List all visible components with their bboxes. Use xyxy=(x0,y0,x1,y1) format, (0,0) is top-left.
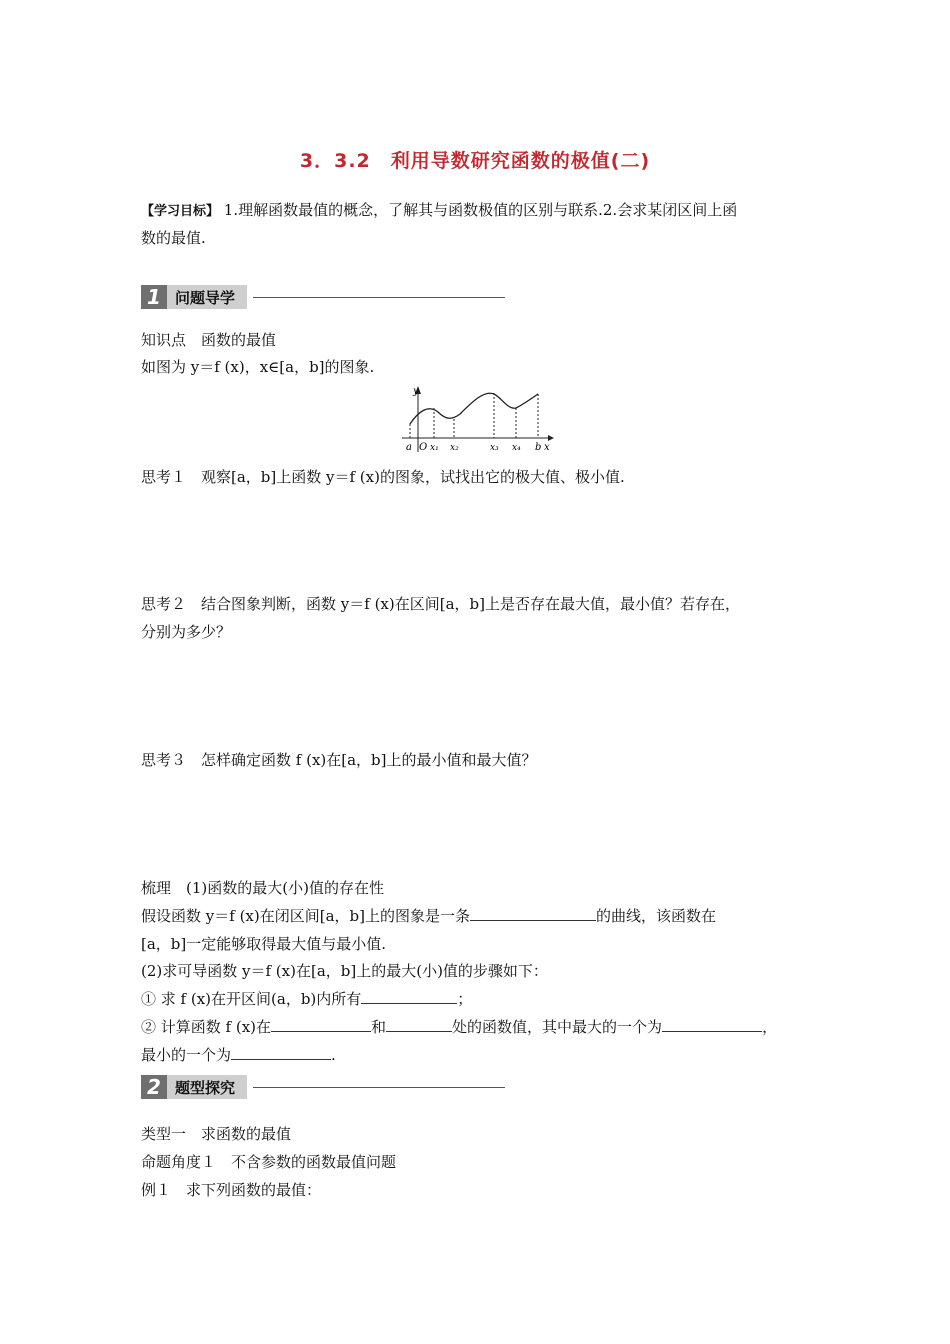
section-header-2 xyxy=(141,1074,505,1100)
summary-line-1 xyxy=(141,906,716,926)
fill-blank-6[interactable] xyxy=(231,1045,331,1060)
fill-blank-2[interactable] xyxy=(361,989,457,1004)
angle-1-heading: 命题角度１ 不含参数的函数最值问题 xyxy=(141,1153,397,1171)
page-title: 3．3.2 利用导数研究函数的极值(二) xyxy=(299,150,651,172)
summary-line-2: [a，b]一定能够取得最大值与最小值. xyxy=(141,935,387,953)
graph-y-label: y xyxy=(413,386,419,397)
section-label: 问题导学 xyxy=(167,285,247,309)
fill-blank-5[interactable] xyxy=(662,1017,762,1032)
think-2-line-2: 分别为多少？ xyxy=(141,623,232,641)
section-label: 题型探究 xyxy=(167,1075,247,1099)
section-rule xyxy=(253,1087,505,1088)
summary-heading: 梳理 (1)函数的最大(小)值的存在性 xyxy=(141,879,384,897)
objective-line-1: 1.理解函数最值的概念，了解其与函数极值的区别与联系.2.会求某闭区间上函 xyxy=(223,201,738,219)
section-number: 1 xyxy=(141,285,167,309)
knowledge-heading: 知识点 函数的最值 xyxy=(141,331,277,349)
graph-label-x4: x₄ xyxy=(512,443,521,453)
type-1-heading: 类型一 求函数的最值 xyxy=(141,1125,292,1143)
section-header-1 xyxy=(141,284,505,310)
summary-line-5 xyxy=(141,1017,777,1037)
example-1: 例１ 求下列函数的最值： xyxy=(141,1181,322,1199)
summary-line-4 xyxy=(141,989,472,1009)
summary-line-3: (2)求可导函数 y＝f (x)在[a，b]上的最大(小)值的步骤如下： xyxy=(141,962,548,980)
summary-line-6-a: 最小的一个为 xyxy=(141,1046,232,1064)
fill-blank-4[interactable] xyxy=(386,1017,452,1032)
graph-label-a: a xyxy=(406,442,412,453)
graph-label-x3: x₃ xyxy=(490,443,499,453)
summary-line-5-b: 和 xyxy=(371,1018,387,1036)
graph-label-x2: x₂ xyxy=(450,443,459,453)
objective-line-2: 数的最值. xyxy=(141,229,206,247)
summary-line-4-a: ① 求 f (x)在开区间(a，b)内所有 xyxy=(141,990,362,1008)
think-1: 思考１ 观察[a，b]上函数 y＝f (x)的图象，试找出它的极大值、极小值. xyxy=(141,468,625,486)
summary-line-6 xyxy=(141,1045,336,1065)
summary-line-5-a: ② 计算函数 f (x)在 xyxy=(141,1018,272,1036)
fill-blank-3[interactable] xyxy=(271,1017,371,1032)
summary-line-4-b: ； xyxy=(457,990,473,1008)
think-2-line-1: 思考２ 结合图象判断，函数 y＝f (x)在区间[a，b]上是否存在最大值，最小值？若存在， xyxy=(141,595,740,613)
graph-label-x1: x₁ xyxy=(430,443,439,453)
learning-objective xyxy=(141,200,737,222)
section-rule xyxy=(253,297,505,298)
graph-x-label: x xyxy=(544,442,550,453)
objective-tag: 【学习目标】 xyxy=(141,204,220,219)
summary-line-6-b: . xyxy=(331,1046,336,1064)
summary-line-1-a: 假设函数 y＝f (x)在闭区间[a，b]上的图象是一条 xyxy=(141,907,470,925)
graph-label-o: O xyxy=(419,442,428,453)
summary-line-5-c: 处的函数值，其中最大的一个为 xyxy=(452,1018,663,1036)
knowledge-intro: 如图为 y＝f (x)，x∈[a，b]的图象. xyxy=(141,358,375,376)
function-graph xyxy=(398,382,558,454)
summary-line-1-b: 的曲线，该函数在 xyxy=(595,907,716,925)
section-number: 2 xyxy=(141,1075,167,1099)
graph-label-b: b xyxy=(535,442,542,453)
summary-line-5-d: ， xyxy=(762,1018,778,1036)
think-3: 思考３ 怎样确定函数 f (x)在[a，b]上的最小值和最大值？ xyxy=(141,751,537,769)
fill-blank-1[interactable] xyxy=(470,906,596,921)
